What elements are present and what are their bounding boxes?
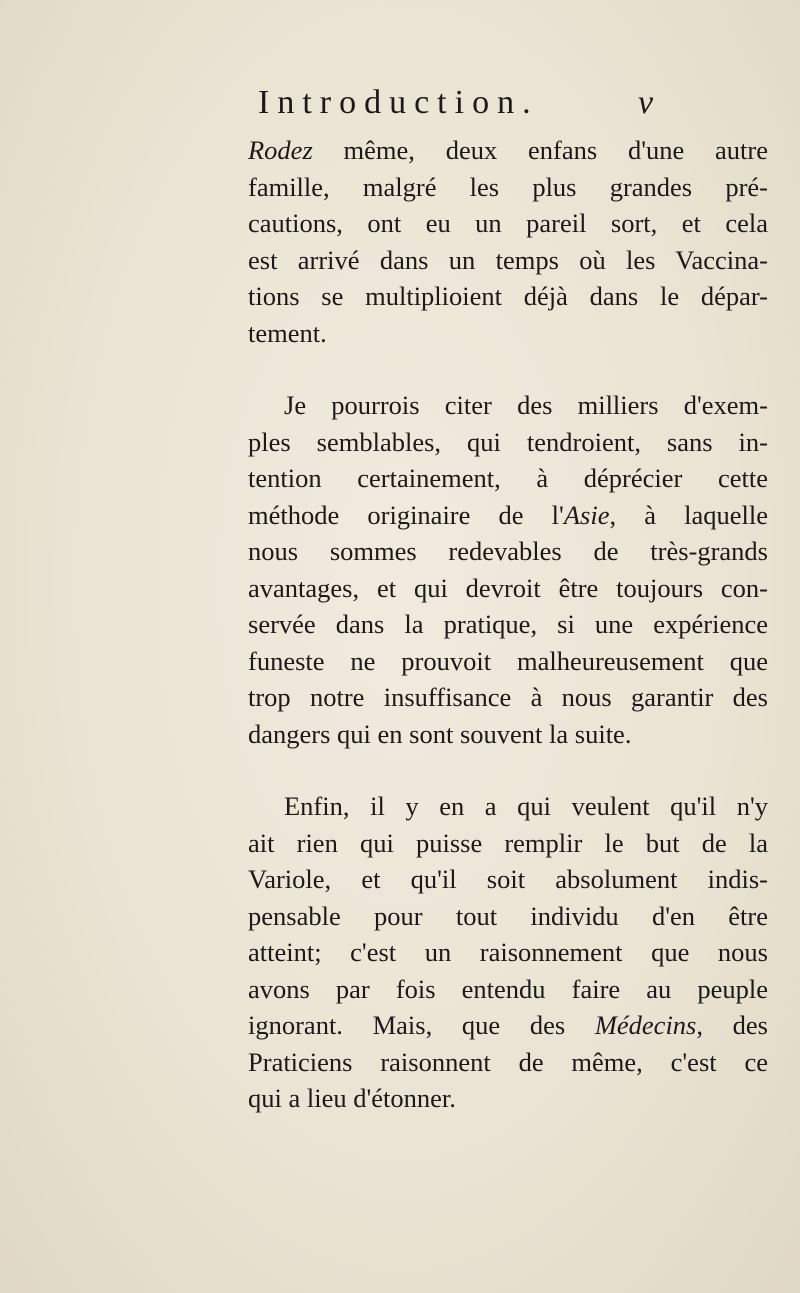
paragraph <box>248 788 768 1117</box>
text-line <box>248 132 768 169</box>
text-line: servée dans la pratique, si une expérience <box>248 609 768 639</box>
text-line: avantages, et qui devroit être toujours con- <box>248 572 768 603</box>
text-line: dangers qui en sont souvent la suite. <box>248 718 632 749</box>
text-line: pensable pour tout individu d'en être <box>248 900 768 931</box>
text-line: Variole, et qu'il soit absolument indis- <box>248 864 768 894</box>
text-line: tement. <box>248 317 327 348</box>
text-line: cautions, ont eu un pareil sort, et cela <box>248 208 768 238</box>
paragraph <box>248 132 768 351</box>
body-text <box>248 132 768 1117</box>
text-line: famille, malgré les plus grandes pré- <box>248 171 768 202</box>
italic-word: Asie <box>563 499 610 530</box>
running-header <box>258 84 678 124</box>
line-text: Enfin, il y en a qui veulent qu'il n'y <box>284 791 768 821</box>
text-line <box>248 387 768 424</box>
line-text: ignorant. Mais, que des <box>248 1010 595 1040</box>
text-line: tention certainement, à déprécier cette <box>248 463 768 493</box>
line-text: Je pourrois citer des milliers d'exem- <box>284 390 768 420</box>
italic-word: Rodez <box>248 135 313 165</box>
text-line: Praticiens raisonnent de même, c'est ce <box>248 1046 768 1077</box>
text-line: funeste ne prouvoit malheureusement que <box>248 645 768 676</box>
text-line <box>248 1007 768 1044</box>
italic-word: Médecins <box>594 1010 697 1040</box>
text-line: nous sommes redevables de très-grands <box>248 536 768 566</box>
text-line: est arrivé dans un temps où les Vaccina- <box>248 244 768 275</box>
text-line <box>248 497 768 534</box>
text-line: trop notre insuffisance à nous garantir des <box>248 682 768 712</box>
section-title: Introduction. <box>258 84 539 121</box>
text-line: tions se multiplioient déjà dans le dépar- <box>248 281 768 311</box>
text-line <box>248 788 768 825</box>
line-text: , des <box>696 1010 768 1040</box>
page-number: v <box>638 84 654 121</box>
text-line: avons par fois entendu faire au peuple <box>248 973 768 1004</box>
text-line: qui a lieu d'étonner. <box>248 1083 456 1113</box>
line-text: , à laquelle <box>609 499 768 530</box>
text-line: ples semblables, qui tendroient, sans in- <box>248 426 768 457</box>
paragraph <box>248 387 768 752</box>
line-text: méthode originaire de l' <box>248 499 564 530</box>
line-text: même, deux enfans d'une autre <box>312 135 768 165</box>
text-line: ait rien qui puisse remplir le but de la <box>248 827 768 858</box>
text-line: atteint; c'est un raisonnement que nous <box>248 937 768 967</box>
